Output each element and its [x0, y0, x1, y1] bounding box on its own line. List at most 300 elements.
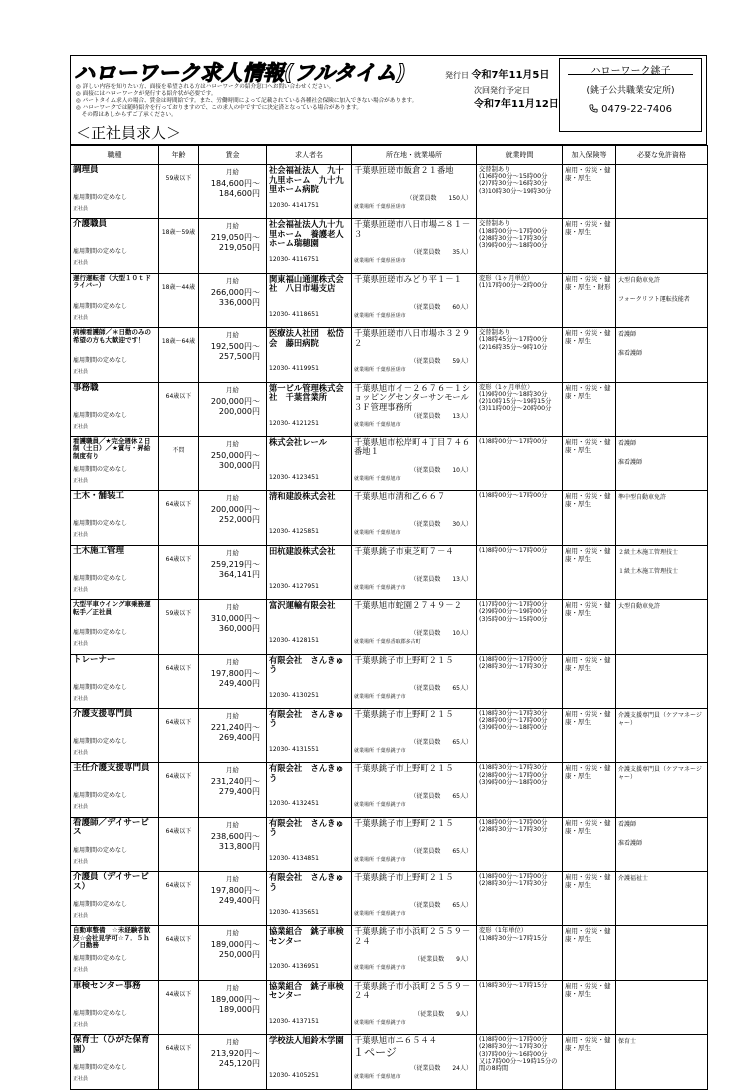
- wage-max: 300,000円: [218, 460, 260, 470]
- wage-range: [211, 560, 260, 580]
- job-title: 大型平車ウイング車乗務運転手／正社員: [73, 600, 151, 616]
- hours-line: (3)9時00分～18時00分: [479, 778, 548, 786]
- wage-min: 197,800円～: [210, 668, 260, 678]
- work-hours: [477, 491, 563, 545]
- job-title: 介護員（デイサービス）: [73, 872, 149, 892]
- wage-min: 192,500円～: [210, 342, 260, 352]
- hours-line: (3)7時00分～16時00分: [479, 1050, 548, 1058]
- wage-min: 189,000円～: [210, 994, 260, 1004]
- age-limit: 64歳以下: [159, 491, 199, 545]
- insurance: 雇用・労災・健康・厚生: [563, 545, 616, 599]
- work-place: 就業場所 千葉県匝瑳市: [354, 367, 406, 374]
- age-limit: 64歳以下: [159, 545, 199, 599]
- licenses: [616, 872, 708, 926]
- job-number: 12030- 4137151: [269, 1017, 319, 1025]
- licenses: [616, 1035, 708, 1089]
- age-limit: 59歳以下: [159, 165, 199, 219]
- wage-min: 238,600円～: [210, 831, 260, 841]
- employment-period: 雇用期間の定めなし: [73, 520, 128, 528]
- insurance: 雇用・労災・健康・厚生: [563, 165, 616, 219]
- work-place: 就業場所 千葉県旭市: [354, 475, 401, 482]
- job-number: 12030- 4135651: [269, 909, 319, 917]
- wage-min: 231,240円～: [210, 777, 260, 787]
- licenses: [616, 817, 708, 871]
- employer-name: 株式会社レール: [269, 436, 327, 447]
- work-place: 就業場所 千葉県旭市: [354, 530, 401, 537]
- wage-max: 364,141円: [218, 569, 260, 579]
- next-issue-date: 令和7年11月12日: [474, 99, 559, 110]
- hours-line: 交替制あり: [479, 166, 511, 173]
- license-item: 介護支援専門員（ケアマネージャー）: [618, 711, 702, 727]
- hours-line: (2)9時00分～19時00分: [479, 608, 548, 616]
- employment-period: 雇用期間の定めなし: [73, 737, 128, 745]
- hours-line: (2)8時00分～17時00分: [479, 771, 548, 779]
- age-limit: 64歳以下: [159, 1035, 199, 1089]
- employment-kind: 正社員: [73, 369, 89, 376]
- wage-max: 336,000円: [218, 297, 260, 307]
- work-hours: [477, 654, 563, 708]
- wage-label: 月給: [226, 385, 239, 394]
- work-place: 就業場所 千葉県匝瑳市: [354, 204, 406, 210]
- wage-label: 月給: [226, 657, 239, 666]
- wage-range: [211, 940, 260, 960]
- wage-range: [211, 451, 260, 471]
- hours-line: (1)8時30分～17時30分: [479, 764, 548, 772]
- insurance: 雇用・労災・健康・厚生: [563, 980, 616, 1034]
- hours-line: 変形（1ヶ月単位）: [479, 383, 534, 391]
- hours-line: 又は7時00分～19時15分の間の8時間: [479, 1057, 558, 1073]
- job-title: 事務職: [73, 382, 99, 393]
- licenses: [616, 545, 708, 599]
- table-row[interactable]: [71, 763, 708, 817]
- employment-period: 雇用期間の定めなし: [73, 683, 128, 691]
- employment-kind: 正社員: [73, 695, 89, 702]
- col-header: 年齢: [159, 146, 199, 165]
- col-header: 加入保険等: [563, 146, 616, 165]
- license-item: フォークリフト運転技能者: [618, 295, 690, 303]
- employment-kind: 正社員: [73, 967, 89, 974]
- wage-min: 266,000円～: [210, 287, 260, 297]
- job-number: 12030- 4119951: [269, 365, 319, 373]
- wage-range: [211, 179, 260, 199]
- address: 千葉県旭市イ－２６７６－１ショッピングセンターサンモール３Ｆ管理事務所: [354, 382, 471, 412]
- wage-range: [211, 669, 260, 689]
- employee-count: （従業員数 30人）: [410, 521, 472, 529]
- employment-kind: 正社員: [73, 749, 89, 756]
- hours-line: 交替制あり: [479, 220, 511, 228]
- work-place: 就業場所 千葉県銚子市: [354, 856, 406, 863]
- address: 千葉県銚子市上野町２１５: [354, 654, 454, 665]
- office-tel: [560, 104, 701, 115]
- employee-count: （従業員数 65人）: [410, 902, 472, 910]
- wage-range: [211, 723, 260, 743]
- work-place: 就業場所 千葉県旭市: [354, 421, 401, 428]
- wage-range: [211, 995, 260, 1015]
- hours-line: (1)9時00分～18時30分: [479, 390, 548, 398]
- wage-label: 月給: [226, 603, 239, 612]
- employment-kind: 正社員: [73, 641, 89, 648]
- hours-line: (1)7時00分～17時00分: [479, 601, 548, 609]
- licenses: [616, 491, 708, 545]
- employer-name: 有限会社 さんきゅう: [269, 817, 344, 838]
- work-hours: [477, 165, 563, 219]
- office-box: [559, 58, 702, 132]
- licenses: [616, 382, 708, 436]
- hours-line: (2)8時30分～17時30分: [479, 234, 548, 242]
- wage-max: 313,800円: [218, 841, 260, 851]
- wage-max: 184,600円: [218, 189, 260, 198]
- work-place: 就業場所 千葉県銚子市: [354, 911, 406, 918]
- license-item: 准看護師: [618, 350, 643, 358]
- employment-period: 雇用期間の定めなし: [73, 411, 128, 419]
- insurance: 雇用・労災・健康・厚生: [563, 817, 616, 871]
- phone-icon: [589, 104, 598, 113]
- employment-kind: 正社員: [73, 913, 89, 920]
- wage-min: 213,920円～: [210, 1049, 260, 1059]
- employment-period: 雇用期間の定めなし: [73, 1064, 128, 1072]
- job-number: 12030- 4134851: [269, 854, 319, 862]
- table-row[interactable]: [71, 328, 708, 382]
- job-number: 12030- 4123451: [269, 473, 319, 481]
- wage-label: 月給: [226, 168, 239, 176]
- address: 千葉県旭市清和乙６６７: [354, 491, 446, 502]
- employer-name: 医療法人社団 松岱会 藤田病院: [269, 328, 344, 348]
- license-item: 保育士: [618, 1038, 637, 1046]
- hours-line: (1)8時00分～17時00分: [479, 818, 548, 826]
- age-limit: 64歳以下: [159, 763, 199, 817]
- address: 千葉県旭市蛇園２７４９－２: [354, 600, 462, 611]
- wage-label: 月給: [226, 983, 239, 992]
- employment-period: 雇用期間の定めなし: [73, 629, 128, 637]
- employment-kind: 正社員: [73, 260, 89, 267]
- hours-line: (1)8時45分～17時00分: [479, 336, 548, 344]
- table-row[interactable]: [71, 491, 708, 545]
- employer-name: 有限会社 さんきゅう: [269, 708, 344, 729]
- job-title: 自動車整備 ☆未経験者歓迎☆会社見学可☆７．５ｈ／日勤務: [73, 926, 151, 950]
- hours-line: 交替制あり: [479, 329, 511, 337]
- wage-min: 184,600円～: [210, 179, 260, 188]
- table-row[interactable]: [71, 926, 708, 980]
- wage-max: 252,000円: [218, 515, 260, 525]
- wage-max: 250,000円: [218, 950, 260, 960]
- licenses: [616, 328, 708, 382]
- col-header: 求人者名: [267, 146, 352, 165]
- note-line: ◎ ハローワークでは随時紹介を行っておりますので、この求人の中ですでに決定済となっている場合があります。: [76, 105, 362, 111]
- job-number: 12030- 4136951: [269, 963, 319, 971]
- wage-label: 月給: [226, 1038, 239, 1047]
- employment-kind: 正社員: [73, 314, 89, 321]
- wage-min: 189,000円～: [210, 940, 260, 950]
- employment-period: 雇用期間の定めなし: [73, 357, 128, 365]
- table-row[interactable]: [71, 436, 708, 490]
- employment-kind: 正社員: [73, 477, 89, 484]
- licenses: [616, 219, 708, 273]
- table-row[interactable]: [71, 545, 708, 599]
- licenses: [616, 165, 708, 219]
- col-header: 職種: [71, 146, 159, 165]
- job-title: 保育士（ひがた保育園）: [73, 1035, 150, 1055]
- wage-min: 219,050円～: [210, 233, 260, 243]
- licenses: [616, 708, 708, 762]
- wage-max: 257,500円: [218, 352, 260, 362]
- address: 千葉県銚子市上野町２１５: [354, 763, 454, 774]
- employment-kind: 正社員: [73, 586, 89, 593]
- licenses: [616, 763, 708, 817]
- wage-label: 月給: [226, 875, 239, 884]
- age-limit: 64歳以下: [159, 382, 199, 436]
- work-hours: [477, 382, 563, 436]
- licenses: [616, 980, 708, 1034]
- employee-count: （従業員数 13人）: [410, 575, 472, 583]
- work-place: 就業場所 千葉県銚子市: [354, 965, 406, 972]
- licenses: [616, 273, 708, 327]
- work-hours: [477, 926, 563, 980]
- license-item: 大型自動車免許: [618, 276, 661, 284]
- employer-name: 協業組合 銚子車検センター: [269, 980, 344, 1001]
- table-row[interactable]: [71, 273, 708, 327]
- page-title: ハローワーク求人情報(フルタイム): [74, 61, 407, 85]
- work-hours: [477, 763, 563, 817]
- address: 千葉県銚子市小浜町２５５９－２４: [354, 926, 471, 946]
- employer-name: 清和建設株式会社: [269, 491, 336, 502]
- wage-label: 月給: [226, 222, 239, 231]
- note-line: ◎ 詳しい内容を知りたい方、面接を希望される方はハローワークの紹介窓口へお問い合わせください。: [76, 84, 335, 90]
- wage-min: 259,219円～: [210, 559, 260, 569]
- insurance: 雇用・労災・健康・厚生: [563, 382, 616, 436]
- license-item: 介護支援専門員（ケアマネージャー）: [618, 766, 702, 782]
- hours-line: (2)8時00分～17時00分: [479, 717, 548, 725]
- employee-count: （従業員数 59人）: [410, 358, 472, 366]
- job-number: 12030- 4127951: [269, 582, 319, 590]
- age-limit: 64歳以下: [159, 708, 199, 762]
- license-item: 大型自動車免許: [618, 603, 661, 611]
- employer-name: 関東福山通運株式会社 八日市場支店: [269, 273, 344, 294]
- wage-min: 200,000円～: [210, 396, 260, 406]
- work-hours: [477, 328, 563, 382]
- employment-period: 雇用期間の定めなし: [73, 574, 128, 582]
- hours-line: (2)7時30分～16時30分: [479, 180, 548, 188]
- age-limit: 18歳～64歳: [159, 328, 199, 382]
- job-title: 看護師／デイサービス: [73, 817, 149, 838]
- employer-name: 有限会社 さんきゅう: [269, 763, 344, 783]
- section-title: ＜正社員求人＞: [76, 124, 182, 142]
- work-hours: [477, 219, 563, 273]
- address: 千葉県匝瑳市八日市場ニ８１－３: [354, 219, 471, 239]
- work-hours: [477, 1035, 563, 1089]
- table-row[interactable]: [71, 654, 708, 708]
- address: 千葉県匝瑳市飯倉２１番地: [354, 165, 454, 175]
- wage-max: 269,400円: [218, 732, 260, 742]
- employment-kind: 正社員: [73, 1076, 89, 1083]
- employment-period: 雇用期間の定めなし: [73, 302, 128, 310]
- wage-label: 月給: [226, 548, 239, 557]
- job-number: 12030- 4105251: [269, 1072, 319, 1080]
- license-item: 看護師: [618, 820, 637, 828]
- age-limit: 18歳～59歳: [159, 219, 199, 273]
- hours-line: (2)8時30分～17時30分: [479, 662, 548, 670]
- job-list: [71, 165, 708, 1090]
- address: 千葉県匝瑳市みどり平１－１: [354, 273, 462, 284]
- address: 千葉県銚子市東芝町７－４: [354, 545, 454, 556]
- employment-period: 雇用期間の定めなし: [73, 901, 128, 909]
- employee-count: （従業員数 10人）: [410, 466, 472, 474]
- employment-period: 雇用期間の定めなし: [73, 465, 128, 473]
- employee-count: （従業員数 60人）: [410, 303, 472, 311]
- table-row[interactable]: [71, 219, 708, 273]
- wage-max: 249,400円: [218, 896, 260, 906]
- employee-count: （従業員数 65人）: [410, 684, 472, 692]
- wage-label: 月給: [226, 820, 239, 829]
- table-row[interactable]: [71, 165, 708, 219]
- employment-period: 雇用期間の定めなし: [73, 248, 128, 256]
- wage-range: [211, 397, 260, 417]
- issue-date-line: [445, 66, 549, 81]
- job-title: トレーナー: [73, 654, 116, 665]
- issue-label: 発行日: [445, 71, 469, 80]
- employee-count: （従業員数 24人）: [410, 1065, 472, 1073]
- employer-name: 協業組合 銚子車検センター: [269, 926, 344, 946]
- job-title: 車検センター事務: [73, 980, 141, 991]
- note-line: ◎ パートタイム求人の場合、賃金は時間給です。また、労働時間によって記載されている各種社会保険に加入できない場合があります。: [76, 98, 418, 104]
- employer-name: 有限会社 さんきゅう: [269, 654, 344, 675]
- insurance: 雇用・労災・健康・厚生: [563, 708, 616, 762]
- wage-range: [211, 342, 260, 362]
- col-header: 所在地・就業場所: [352, 146, 477, 165]
- work-hours: [477, 545, 563, 599]
- table-row[interactable]: [71, 1035, 708, 1089]
- work-hours: [477, 872, 563, 926]
- work-hours: [477, 980, 563, 1034]
- job-number: 12030- 4130251: [269, 691, 319, 699]
- employee-count: （従業員数 65人）: [410, 738, 472, 746]
- table-row[interactable]: [71, 872, 708, 926]
- job-number: 12030- 4128151: [269, 637, 319, 645]
- work-hours: [477, 817, 563, 871]
- hours-line: (3)9時00分～18時00分: [479, 242, 548, 249]
- employer-name: 社会福祉法人 九十九里ホーム 九十九里ホーム病院: [269, 165, 344, 194]
- job-title: 介護支援専門員: [73, 708, 133, 719]
- license-item: 準中型自動車免許: [618, 494, 667, 502]
- age-limit: 不問: [159, 436, 199, 490]
- hours-line: (3)11時00分～20時00分: [479, 405, 552, 413]
- next-issue-label: 次回発行予定日: [474, 86, 530, 95]
- employer-name: 田杭建設株式会社: [269, 545, 336, 556]
- job-title: 看護職員／★完全週休２日制（土日）／★賞与・昇給制度有り: [73, 436, 151, 460]
- employment-period: 雇用期間の定めなし: [73, 955, 128, 963]
- office-tel-number: 0479-22-7406: [601, 104, 673, 115]
- hours-line: (2)8時30分～17時30分: [479, 880, 548, 888]
- employment-kind: 正社員: [73, 423, 89, 430]
- hours-line: (2)10時15分～19時15分: [479, 397, 552, 405]
- job-number: 12030- 4132451: [269, 800, 319, 808]
- licenses: [616, 600, 708, 654]
- employment-period: 雇用期間の定めなし: [73, 846, 128, 854]
- wage-min: 200,000円～: [210, 505, 260, 515]
- table-row[interactable]: [71, 382, 708, 436]
- wage-label: 月給: [226, 439, 239, 448]
- wage-max: 189,000円: [218, 1004, 260, 1014]
- issue-date: 令和7年11月5日: [471, 70, 550, 81]
- job-number: 12030- 4121251: [269, 419, 319, 427]
- work-place: 就業場所 千葉県旭市: [354, 1074, 401, 1081]
- hours-line: (3)5時00分～15時00分: [479, 615, 548, 623]
- license-item: 准看護師: [618, 458, 643, 466]
- licenses: [616, 654, 708, 708]
- notes: [76, 84, 417, 119]
- table-row[interactable]: [71, 708, 708, 762]
- insurance: 雇用・労災・健康・厚生: [563, 328, 616, 382]
- age-limit: 44歳以下: [159, 980, 199, 1034]
- insurance: 雇用・労災・健康・厚生: [563, 1035, 616, 1089]
- employment-kind: 正社員: [73, 206, 89, 212]
- address: 千葉県銚子市小浜町２５５９－２４: [354, 980, 471, 1001]
- wage-range: [211, 832, 260, 852]
- table-row[interactable]: [71, 817, 708, 871]
- hours-line: (2)8時30分～17時30分: [479, 825, 548, 833]
- insurance: 雇用・労災・健康・厚生: [563, 926, 616, 980]
- work-place: 就業場所 千葉県銚子市: [354, 693, 406, 700]
- license-item: 看護師: [618, 331, 637, 339]
- page-number: １ページ: [353, 1046, 397, 1059]
- wage-label: 月給: [226, 766, 239, 775]
- insurance: 雇用・労災・健康・厚生: [563, 219, 616, 273]
- age-limit: 64歳以下: [159, 817, 199, 871]
- employee-count: （従業員数 35人）: [410, 249, 472, 257]
- work-hours: [477, 708, 563, 762]
- table-row[interactable]: [71, 600, 708, 654]
- hours-line: 変形（1ヶ月単位）: [479, 274, 534, 282]
- job-table: [70, 145, 708, 1090]
- work-place: 就業場所 千葉県匝瑳市: [354, 312, 406, 319]
- age-limit: 64歳以下: [159, 654, 199, 708]
- note-line: ◎ 面接にはハローワークが発行する紹介状が必要です。: [76, 91, 217, 97]
- hours-line: 変形（1年単位）: [479, 927, 528, 935]
- hours-line: (1)8時00分～17時00分: [479, 227, 548, 235]
- license-item: 介護福祉士: [618, 875, 649, 883]
- employee-count: （従業員数 65人）: [410, 847, 472, 855]
- work-place: 就業場所 千葉県銚子市: [354, 747, 406, 754]
- employment-period: 雇用期間の定めなし: [73, 1009, 128, 1017]
- wage-max: 249,400円: [218, 678, 260, 688]
- job-title: 病棟看護師／＊日勤のみの希望の方も大歓迎です！: [73, 328, 151, 344]
- job-number: 12030- 4131551: [269, 745, 319, 753]
- hours-line: (2)8時30分～17時30分: [479, 1043, 548, 1051]
- address: 千葉県旭市ニ６５４４: [354, 1035, 437, 1046]
- work-hours: [477, 436, 563, 490]
- work-place: 就業場所 千葉県匝瑳市: [354, 258, 406, 265]
- license-item: 准看護師: [618, 839, 643, 847]
- insurance: 雇用・労災・健康・厚生: [563, 491, 616, 545]
- age-limit: 64歳以下: [159, 926, 199, 980]
- job-number: 12030- 4125851: [269, 528, 319, 536]
- wage-range: [211, 233, 260, 253]
- insurance: 雇用・労災・健康・厚生: [563, 654, 616, 708]
- wage-min: 310,000円～: [210, 614, 260, 624]
- work-hours: [477, 273, 563, 327]
- employment-kind: 正社員: [73, 858, 89, 865]
- wage-max: 200,000円: [218, 406, 260, 416]
- employment-kind: 正社員: [73, 532, 89, 539]
- address: 千葉県匝瑳市八日市場ホ３２９２: [354, 328, 471, 348]
- job-title: 土木施工管理: [73, 545, 125, 556]
- hours-line: (3)10時30分～19時30分: [479, 187, 552, 195]
- employee-count: （従業員数 65人）: [410, 793, 472, 801]
- work-place: 就業場所 千葉県香取郡多古町: [354, 639, 421, 646]
- hours-line: (1)8時30分～17時30分: [479, 709, 548, 717]
- table-row[interactable]: [71, 980, 708, 1034]
- employment-period: 雇用期間の定めなし: [73, 792, 128, 800]
- hours-line: (1)8時30分～17時15分: [479, 934, 548, 942]
